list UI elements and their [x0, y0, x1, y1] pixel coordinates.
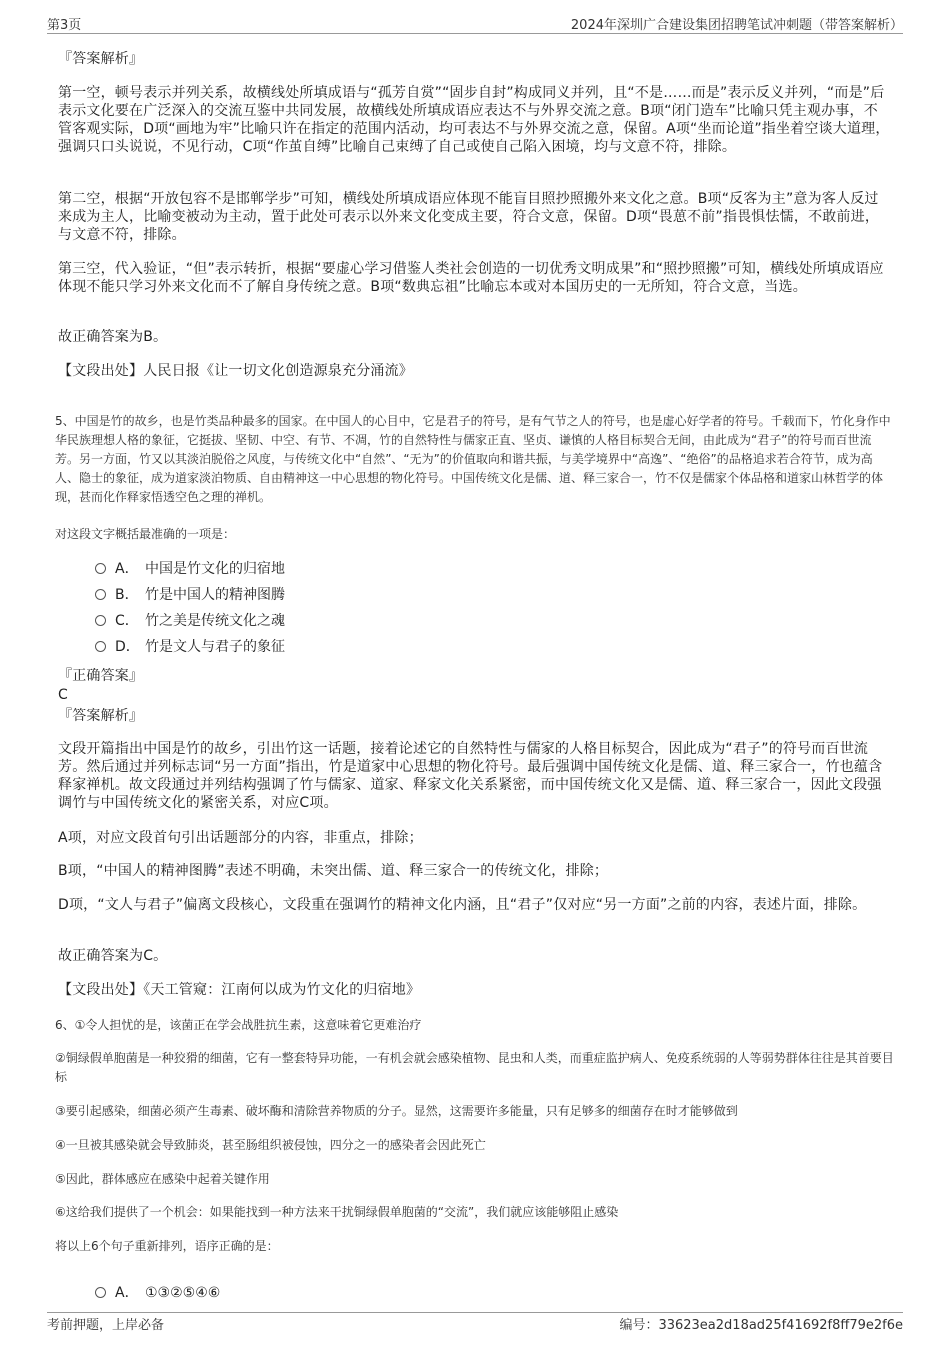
q4-analysis-para2: 第二空，根据“开放包容不是邯郸学步”可知，横线处所填成语应体现不能盲目照抄照搬外来文化之意。B项“反客为主”意为客人反过来成为主人，比喻变被动为主动，置于此处可表示以外来文化变成主要，符合文意，保留。D项“畏葸不前”指畏惧怯懦，不敢前进，与文意不符，排除。	[58, 191, 880, 243]
q5-analysis-para3: B项，“中国人的精神图腾”表述不明确，未突出儒、道、释三家合一的传统文化，排除；	[58, 863, 609, 879]
radio-icon[interactable]	[95, 641, 106, 652]
q6-sentence-2: ②铜绿假单胞菌是一种狡猾的细菌，它有一整套特异功能，一有机会就会感染植物、昆虫和人类，而重症监护病人、免疫系统弱的人等弱势群体往往是其首要目标	[55, 1051, 894, 1084]
q4-conclusion: 故正确答案为B。	[58, 329, 168, 345]
q4-analysis-para1: 第一空，顿号表示并列关系，故横线处所填成语与“孤芳自赏”“固步自封”构成同义并列，且“不是……而是”表示反义并列，“而是”后表示文化要在广泛深入的交流互鉴中共同发展，故横线处所填成语应表达不与外界交流之意。B项“闭门造车”比喻只凭主观办事，不管客观实际，D项“画地为牢”比喻只许在指定的范围内活动，均可表达不与外界交流之意，保留。A项“坐而论道”指坐着空谈大道理，强调只口头说说，不见行动，C项“作茧自缚”比喻自己束缚了自己或使自己陷入困境，均与文意不符，排除。	[58, 85, 890, 155]
radio-icon[interactable]	[95, 563, 106, 574]
q5-option-d[interactable]: D． 竹是文人与君子的象征	[95, 637, 285, 657]
page-number: 第3页	[47, 18, 82, 33]
q5-source: 【文段出处】《天工管窥：江南何以成为竹文化的归宿地》	[58, 982, 421, 998]
q6-sentence-4: ④一旦被其感染就会导致肺炎，甚至肠组织被侵蚀，四分之一的感染者会因此死亡	[55, 1138, 486, 1152]
q5-option-a[interactable]: A． 中国是竹文化的归宿地	[95, 559, 285, 579]
q6-option-a[interactable]: A． ①③②⑤④⑥	[95, 1283, 220, 1303]
q4-analysis-para3: 第三空，代入验证，“但”表示转折，根据“要虚心学习借鉴人类社会创造的一切优秀文明成果”和“照抄照搬”可知，横线处所填成语应体现不能只学习外来文化而不了解自身传统之意。B项“数典忘祖”比喻忘本或对本国历史的一无所知，符合文意，当选。	[58, 261, 884, 295]
q5-option-c[interactable]: C． 竹之美是传统文化之魂	[95, 611, 285, 631]
q4-analysis-label: 『答案解析』	[58, 51, 144, 67]
page-footer	[47, 1314, 903, 1334]
footer-slogan: 考前押题，上岸必备	[47, 1318, 165, 1333]
q5-analysis-para2: A项，对应文段首句引出话题部分的内容，非重点，排除；	[58, 830, 423, 846]
q5-stem: 5、中国是竹的故乡，也是竹类品种最多的国家。在中国人的心目中，它是君子的符号，是有气节之人的符号，也是虚心好学者的符号。千载而下，竹化身作中华民族理想人格的象征，它挺拔、坚韧、中空、有节、不凋，竹的自然特性与儒家正直、坚贞、谦慎的人格目标契合无间，由此成为“君子”的符号而百世流芳。另一方面，竹又以其淡泊脱俗之风度，与传统文化中“自然”、“无为”的价值取向和谐共振，与美学境界中“高逸”、“绝俗”的品格追求若合符节，成为高人、隐士的象征，成为道家淡泊物质、自由精神这一中心思想的物化符号。中国传统文化是儒、道、释三家合一，竹不仅是儒家个体品格和道家山林哲学的体现，甚而化作释家悟透空色之理的禅机。	[55, 414, 891, 504]
q5-question: 对这段文字概括最准确的一项是：	[55, 527, 236, 541]
q5-analysis-label: 『答案解析』	[58, 708, 144, 724]
document-id: 编号：33623ea2d18ad25f41692f8ff79e2f6e	[619, 1318, 903, 1333]
q5-analysis-para1: 文段开篇指出中国是竹的故乡，引出竹这一话题，接着论述它的自然特性与儒家的人格目标契合，因此成为“君子”的符号而百世流芳。然后通过并列标志词“另一方面”指出，竹是道家中心思想的物化符号。最后强调中国传统文化是儒、道、释三家合一，竹也蕴含释家禅机。故文段通过并列结构强调了竹与儒家、道家、释家文化关系紧密，而中国传统文化又是儒、道、释三家合一，因此文段强调竹与中国传统文化的紧密关系，对应C项。	[58, 741, 883, 811]
q5-answer: C	[58, 687, 68, 703]
q4-source: 【文段出处】人民日报《让一切文化创造源泉充分涌流》	[58, 363, 413, 379]
q6-question: 将以上6个句子重新排列，语序正确的是：	[55, 1239, 279, 1253]
radio-icon[interactable]	[95, 1287, 106, 1298]
q6-sentence-1: 6、①令人担忧的是，该菌正在学会战胜抗生素，这意味着它更难治疗	[55, 1018, 422, 1032]
q6-sentence-5: ⑤因此，群体感应在感染中起着关键作用	[55, 1172, 270, 1186]
q5-analysis-para4: D项，“文人与君子”偏离文段核心，文段重在强调竹的精神文化内涵，且“君子”仅对应“另一方面”之前的内容，表述片面，排除。	[58, 897, 867, 913]
footer-divider	[47, 1312, 903, 1313]
q6-sentence-3: ③要引起感染，细菌必须产生毒素、破坏酶和清除营养物质的分子。显然，这需要许多能量，只有足够多的细菌存在时才能够做到	[55, 1104, 738, 1118]
document-title: 2024年深圳广合建设集团招聘笔试冲刺题（带答案解析）	[570, 18, 903, 33]
q6-sentence-6: ⑥这给我们提供了一个机会：如果能找到一种方法来干扰铜绿假单胞菌的“交流”，我们就应该能够阻止感染	[55, 1205, 619, 1219]
q5-option-b[interactable]: B． 竹是中国人的精神图腾	[95, 585, 285, 605]
q5-conclusion: 故正确答案为C。	[58, 948, 168, 964]
page-header	[47, 14, 903, 34]
radio-icon[interactable]	[95, 615, 106, 626]
header-divider	[47, 33, 903, 34]
q5-answer-label: 『正确答案』	[58, 668, 144, 684]
radio-icon[interactable]	[95, 589, 106, 600]
